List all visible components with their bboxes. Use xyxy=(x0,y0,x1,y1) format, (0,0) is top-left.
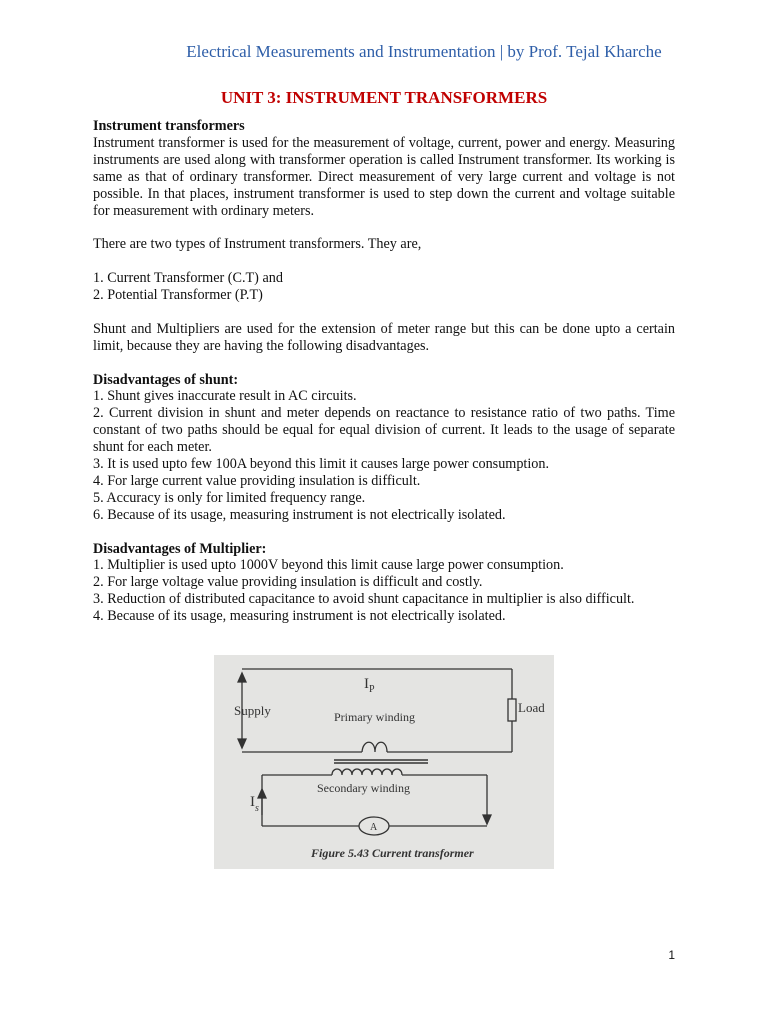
instrument-transformers-paragraph: Instrument transformer is used for the measurement of voltage, current, power and energy. Measuring instruments are used along with transformer operation is called Instrument transformer. Its working is same as that of ordinary transformer. Direct measurement of very large current and voltage is not possible. In that places, instrument transformer is used to step down the current and voltage suitable for measurement with ordinary meters. xyxy=(93,134,675,219)
multiplier-disadvantages-heading: Disadvantages of Multiplier: xyxy=(93,540,267,557)
shunt-disadvantages-heading: Disadvantages of shunt: xyxy=(93,371,239,388)
type-item: 2. Potential Transformer (P.T) xyxy=(93,287,263,304)
primary-winding-label: Primary winding xyxy=(334,710,415,724)
figure-caption: Figure 5.43 Current transformer xyxy=(311,846,474,860)
secondary-winding-label: Secondary winding xyxy=(317,781,410,795)
secondary-coil xyxy=(332,769,402,775)
document-body xyxy=(93,118,675,625)
is-label: $I_s$ xyxy=(250,794,259,814)
supply-label: Supply xyxy=(234,703,271,718)
load-resistor xyxy=(508,699,516,721)
running-header: Electrical Measurements and Instrumentation | by Prof. Tejal Kharche xyxy=(186,42,662,61)
ammeter-label: A xyxy=(370,822,378,833)
type-item: 1. Current Transformer (C.T) and xyxy=(93,270,283,287)
section-heading-instrument-transformers: Instrument transformers xyxy=(93,118,245,134)
load-label: Load xyxy=(518,700,545,715)
shunt-item: 5. Accuracy is only for limited frequency range. xyxy=(93,489,366,506)
shunt-item: 3. It is used upto few 100A beyond this limit it causes large power consumption. xyxy=(93,456,550,473)
current-transformer-diagram xyxy=(214,655,554,869)
current-transformer-figure xyxy=(214,655,554,869)
ip-label: $I_P$ xyxy=(364,676,375,695)
multiplier-item: 1. Multiplier is used upto 1000V beyond this limit cause large power consumption. xyxy=(93,557,564,574)
shunt-item: 4. For large current value providing insulation is difficult. xyxy=(93,472,421,489)
multiplier-item: 2. For large voltage value providing insulation is difficult and costly. xyxy=(93,574,483,591)
types-intro: There are two types of Instrument transformers. They are, xyxy=(93,236,422,253)
multiplier-item: 3. Reduction of distributed capacitance to avoid shunt capacitance in multiplier is also difficult. xyxy=(93,591,635,608)
shunt-item: 6. Because of its usage, measuring instrument is not electrically isolated. xyxy=(93,506,506,523)
unit-title: UNIT 3: INSTRUMENT TRANSFORMERS xyxy=(220,88,548,107)
multiplier-item: 4. Because of its usage, measuring instrument is not electrically isolated. xyxy=(93,608,506,625)
shunt-multiplier-intro: Shunt and Multipliers are used for the extension of meter range but this can be done upto a certain limit, because they are having the following disadvantages. xyxy=(93,320,675,354)
page-number: 1 xyxy=(668,948,675,962)
shunt-item: 2. Current division in shunt and meter depends on reactance to resistance ratio of two paths. Time constant of two paths should be equal for equal division of current. It leads to the usage of separate shunt for each meter. xyxy=(93,405,675,456)
primary-coil xyxy=(362,742,387,752)
shunt-item: 1. Shunt gives inaccurate result in AC circuits. xyxy=(93,388,357,405)
